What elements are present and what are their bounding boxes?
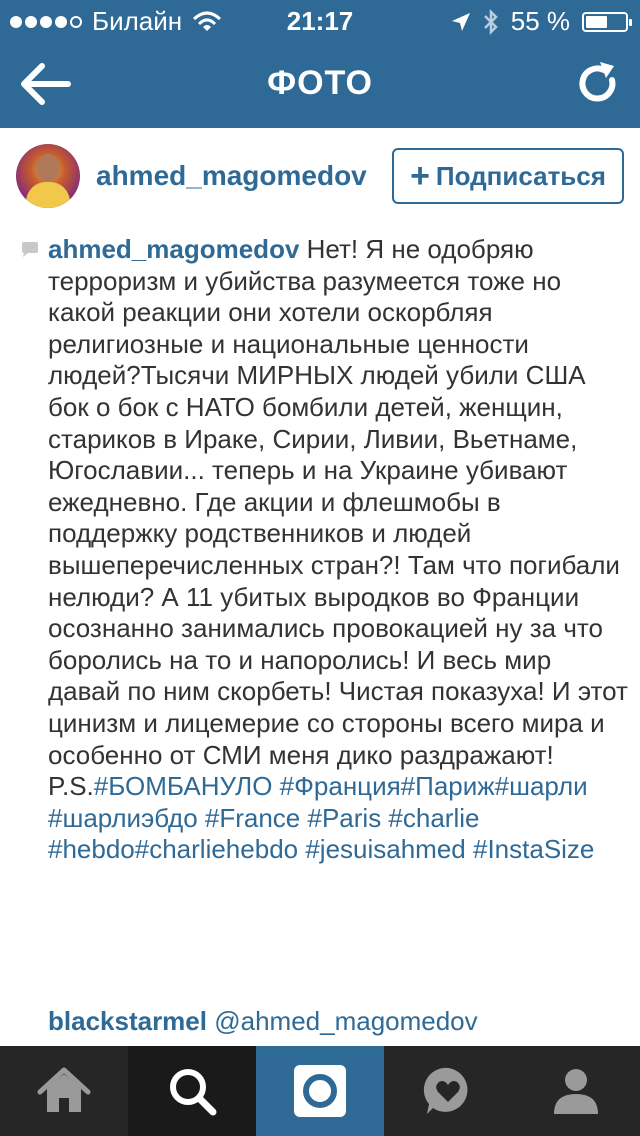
- plus-icon: +: [410, 157, 430, 195]
- refresh-icon: [574, 60, 622, 108]
- navigation-bar: [0, 40, 640, 128]
- profile-icon: [551, 1066, 601, 1116]
- home-icon: [36, 1066, 92, 1116]
- second-comment: [48, 1006, 478, 1037]
- battery-icon: [582, 12, 628, 32]
- tab-home[interactable]: [0, 1046, 128, 1136]
- tab-activity[interactable]: [384, 1046, 512, 1136]
- comment-username[interactable]: ahmed_magomedov: [48, 234, 300, 264]
- comments-section: [0, 228, 640, 1046]
- comment-hashtags[interactable]: #БОМБАНУЛО #Франция#Париж#шарли #шарлиэбдо #France #Paris #charlie #hebdo#charliehebdo #jesuisahmed #InstaSize: [48, 771, 595, 865]
- carrier-name: Билайн: [92, 6, 183, 36]
- tab-camera[interactable]: [256, 1046, 384, 1136]
- status-right: [451, 6, 628, 37]
- tab-profile[interactable]: [512, 1046, 640, 1136]
- second-comment-username[interactable]: blackstarmel: [48, 1006, 207, 1036]
- tab-bar: [0, 1046, 640, 1136]
- comment-text: Нет! Я не одобряю терроризм и убийства разумеется тоже но какой реакции они хотели оскорбляя религиозные и национальные ценности людей?Тысячи МИРНЫХ людей убили США бок о бок с НАТО бомбили детей, женщин, стариков в Ираке, Сирии, Ливии, Вьетнаме, Югославии... теперь и на Украине убивают ежедневно. Где акции и флешмобы в поддержку родственников и людей вышеперечисленных стран?! Там что погибали нелюди? А 11 убитых выродков во Франции осознанно занимались провокацией ну за что боролись на то и напоролись! И весь мир давай по ним скорбеть! Чистая показуха! И этот цинизм и лицемерие со стороны всего мира и особенно от СМИ меня дико раздражают! P.S.: [48, 234, 636, 802]
- search-icon: [166, 1065, 218, 1117]
- clock-time: 21:17: [286, 6, 354, 36]
- activity-heart-icon: [421, 1064, 475, 1118]
- battery-percent: 55 %: [510, 6, 570, 36]
- tab-search[interactable]: [128, 1046, 256, 1136]
- bluetooth-icon: [483, 9, 499, 35]
- page-title: ФОТО: [267, 64, 373, 102]
- post-header: [0, 128, 640, 228]
- avatar[interactable]: [16, 144, 80, 208]
- follow-button[interactable]: [392, 148, 624, 204]
- refresh-button[interactable]: [574, 60, 622, 108]
- follow-label: Подписаться: [435, 160, 606, 191]
- post-username[interactable]: ahmed_magomedov: [96, 160, 367, 191]
- location-arrow-icon: [451, 12, 471, 32]
- camera-icon: [293, 1064, 347, 1118]
- second-comment-mention[interactable]: @ahmed_magomedov: [214, 1006, 478, 1036]
- comment-bubble-icon: [20, 242, 40, 258]
- status-bar: [0, 0, 640, 40]
- comment-body: [48, 234, 636, 866]
